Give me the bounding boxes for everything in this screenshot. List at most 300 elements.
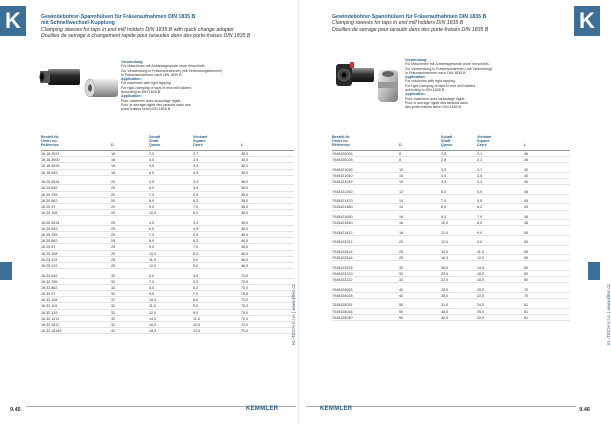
- cell-square: 7,0: [193, 245, 199, 250]
- desc-line: Pour le serrage rigide des tarauds dans des: [121, 102, 191, 107]
- desc-line: porte-fraises selon DIN 1835 B.: [121, 107, 172, 112]
- cell-d: 50: [399, 303, 404, 308]
- cell-order-no: 16.16.649: [41, 170, 58, 175]
- cell-order-no: 7045423220: [332, 271, 353, 276]
- cell-l: 48,0: [241, 251, 249, 256]
- cell-l: 38,0: [241, 152, 249, 156]
- cell-order-no: 16.25.862: [41, 239, 58, 244]
- cell-shaft: 10,0: [149, 298, 157, 303]
- desc-heading-en: Application:: [405, 75, 426, 80]
- cell-l: 70,0: [241, 292, 249, 297]
- cell-d: 32: [111, 279, 116, 284]
- cell-square: 3,0: [477, 173, 483, 178]
- cell-l: 70,0: [241, 273, 249, 278]
- cell-shaft: 7,0: [441, 199, 447, 204]
- cell-d: 25: [111, 245, 116, 250]
- cell-shaft: 4,0: [149, 158, 155, 163]
- cell-l: 48,0: [241, 239, 249, 244]
- cell-l: 81: [524, 309, 529, 314]
- cell-shaft: 16,0: [441, 256, 449, 261]
- title-english: Clamping sleeves for taps in end mill holders DIN 1835 B with quick change adapter: [41, 26, 234, 33]
- cell-square: 20,0: [477, 287, 485, 292]
- cell-shaft: 7,0: [149, 233, 155, 238]
- cell-l: 70,0: [241, 323, 249, 328]
- cell-l: 70,0: [241, 310, 249, 315]
- desc-line: des porte-fraises selon DIN 1835 B.: [405, 105, 462, 110]
- cell-l: 45: [524, 205, 529, 210]
- cell-l: 48,0: [241, 220, 249, 225]
- cell-shaft: 9,0: [149, 245, 155, 250]
- cell-square: 6,2: [477, 205, 483, 210]
- chapter-tab: [588, 262, 600, 280]
- table-row: [332, 220, 570, 226]
- cell-square: 3,4: [193, 220, 199, 225]
- cell-l: 81: [524, 303, 529, 308]
- cell-order-no: 7045425040: [332, 315, 353, 320]
- cell-l: 48,0: [241, 245, 249, 250]
- cell-l: 38,0: [241, 211, 249, 216]
- table-row: [332, 293, 570, 299]
- cell-l: 48: [524, 221, 529, 226]
- cell-d: 25: [399, 256, 404, 261]
- header-shaft: Schaft Shaft Queue: [149, 135, 161, 148]
- table-row: [41, 263, 294, 269]
- cell-square: 11,0: [477, 249, 484, 254]
- cell-order-no: 16.16.2537: [41, 152, 60, 156]
- cell-square: 14,5: [193, 329, 201, 334]
- table-body: [41, 151, 294, 334]
- cell-l: 70,0: [241, 279, 249, 284]
- page-title: [332, 14, 488, 33]
- cell-d: 20: [111, 211, 116, 216]
- cell-shaft: 22,0: [441, 278, 449, 283]
- cell-square: 6,2: [193, 198, 199, 203]
- table-header: [332, 135, 570, 151]
- cell-shaft: 36,0: [441, 309, 449, 314]
- product-description: [121, 60, 222, 112]
- header-l: L: [241, 143, 244, 147]
- title-french: Douilles de serrage à changement rapide pour taraudes dans des porte-fraises DIN 1835 B: [41, 32, 251, 39]
- desc-line: Für Maschinen mit Antriebsgewinde ohne Verschleiß.: [405, 62, 490, 67]
- cell-shaft: 6,0: [149, 226, 155, 231]
- cell-shaft: 2,8: [441, 158, 447, 163]
- quick-change-dark-drawing: [330, 60, 376, 90]
- cell-l: 56: [524, 249, 529, 254]
- cell-shaft: 9,0: [149, 292, 155, 297]
- cell-square: 8,0: [477, 221, 483, 226]
- desc-line: Für Maschinen mit Antriebsgewinde ohne Verschleiß.: [121, 64, 206, 69]
- cell-shaft: 25,0: [441, 287, 449, 292]
- cell-order-no: 7045421040: [332, 173, 353, 178]
- cell-square: 3,4: [193, 180, 199, 185]
- cell-d: 25: [111, 239, 116, 244]
- cell-d: 32: [111, 304, 116, 309]
- kemmler-logo: K: [574, 6, 600, 36]
- cell-square: 5,5: [193, 233, 199, 238]
- product-table: [332, 135, 570, 321]
- cell-shaft: 16,0: [149, 323, 157, 328]
- cell-l: 48,0: [241, 257, 249, 262]
- desc-line: according to DIN 1835 B.: [121, 90, 162, 95]
- cell-square: 5,5: [477, 199, 483, 204]
- cell-l: 81: [524, 315, 529, 320]
- side-company-text: KL-TECH s.r.o. | www.kltec.cz: [606, 284, 611, 345]
- brand-wordmark: KEMMLER: [320, 406, 353, 412]
- cell-l: 38,0: [241, 180, 249, 185]
- cell-shaft: 2,5: [441, 152, 447, 156]
- cell-d: 8: [399, 158, 402, 163]
- cell-l: 50: [524, 230, 529, 235]
- desc-line: For machines with rigid tapping.: [405, 79, 456, 84]
- sleeve-silver-drawing: [84, 76, 120, 100]
- desc-heading-fr: Application:: [405, 92, 426, 97]
- cell-square: 8,0: [193, 251, 199, 256]
- header-shaft: Schaft Shaft Queue: [441, 135, 453, 148]
- cell-order-no: 7045423218: [332, 265, 353, 270]
- cell-d: 40: [399, 287, 404, 292]
- cell-d: 10: [399, 180, 404, 185]
- cell-shaft: 4,5: [149, 180, 155, 185]
- cell-d: 20: [111, 204, 116, 209]
- cell-shaft: 8,0: [149, 285, 155, 290]
- cell-d: 32: [111, 298, 116, 303]
- page-title: [41, 14, 250, 39]
- cell-l: 70: [524, 287, 529, 292]
- cell-l: 36: [524, 152, 529, 156]
- cell-square: 2,1: [477, 158, 483, 163]
- page-number: 9.46: [579, 407, 590, 413]
- desc-line: Zur Verwendung in Fräseraufnahmen (mit Verbindungselement): [121, 68, 223, 73]
- cell-square: 2,1: [477, 152, 483, 156]
- cell-square: 9,0: [193, 263, 199, 268]
- cell-shaft: 9,0: [149, 204, 155, 209]
- cell-l: 70: [524, 293, 529, 298]
- table-row: [332, 239, 570, 245]
- cell-d: 32: [111, 316, 116, 321]
- cell-l: 36: [524, 158, 529, 163]
- left-page: [0, 0, 300, 424]
- cell-d: 20: [111, 198, 116, 203]
- quick-change-silver-drawing: [372, 68, 404, 104]
- title-german: Gewindebohrer-Spannhülsen für Fräseraufnahmen DIN 1835 B: [41, 14, 196, 20]
- cell-shaft: 7,0: [149, 279, 155, 284]
- header-order-no: Bestell-Nr. Order no. Référence: [332, 135, 351, 148]
- cell-d: 50: [399, 315, 404, 320]
- product-image-quick-change-silver: [372, 68, 404, 104]
- cell-square: 8,0: [193, 298, 199, 303]
- chapter-tab: [0, 262, 12, 280]
- cell-shaft: 11,0: [149, 257, 156, 262]
- cell-order-no: 16.20.755: [41, 192, 58, 197]
- cell-d: 14: [399, 199, 404, 204]
- cell-square: 9,0: [477, 230, 483, 235]
- cell-order-no: 7045421690: [332, 215, 353, 220]
- cell-square: 24,0: [477, 303, 485, 308]
- brand-wordmark: KEMMLER: [246, 406, 279, 412]
- cell-shaft: 14,0: [441, 249, 449, 254]
- right-page: [300, 0, 611, 424]
- table-row: [332, 157, 570, 163]
- cell-shaft: 6,0: [149, 170, 155, 175]
- desc-line: For rigid clamping of taps in end mill holders: [405, 83, 476, 88]
- cell-order-no: 16.25.4534: [41, 220, 60, 225]
- cell-shaft: 20,0: [441, 271, 449, 276]
- cell-d: 25: [399, 249, 404, 254]
- cell-order-no: 16.16.4000: [41, 158, 60, 163]
- cell-l: 38,0: [241, 192, 249, 197]
- cell-d: 20: [111, 180, 116, 185]
- cell-shaft: 31,0: [441, 303, 449, 308]
- cell-l: 48,0: [241, 233, 249, 238]
- cell-d: 20: [399, 240, 404, 245]
- cell-square: 4,9: [477, 189, 483, 194]
- cell-d: 16: [111, 158, 116, 163]
- cell-square: 12,0: [477, 256, 485, 261]
- cell-square: 7,0: [193, 204, 199, 209]
- cell-l: 56: [524, 256, 529, 261]
- cell-square: 18,0: [477, 278, 485, 283]
- cell-square: 3,0: [193, 158, 199, 163]
- table-row: [41, 210, 294, 216]
- cell-d: 20: [111, 192, 116, 197]
- cell-order-no: 16.20.108: [41, 211, 58, 216]
- product-table: [41, 135, 294, 334]
- cell-shaft: 12,0: [441, 240, 449, 245]
- cell-shaft: 18,0: [149, 329, 157, 334]
- cell-order-no: 7045421035: [332, 167, 353, 172]
- cell-order-no: 7045421260: [332, 189, 353, 194]
- cell-square: 12,0: [193, 323, 201, 328]
- sleeve-dark-drawing: [38, 66, 82, 88]
- page-number: 9.45: [10, 407, 21, 413]
- cell-square: 14,5: [477, 265, 485, 270]
- cell-l: 60: [524, 271, 529, 276]
- table-body: [332, 151, 570, 321]
- cell-d: 32: [399, 278, 404, 283]
- cell-order-no: 16.32.129: [41, 310, 58, 315]
- cell-order-no: 7045420028: [332, 158, 353, 163]
- cell-shaft: 40,0: [441, 315, 449, 320]
- cell-order-no: 16.32.1612: [41, 323, 60, 328]
- desc-line: For machines with rigid tapping.: [121, 81, 172, 86]
- header-d: D: [399, 143, 402, 147]
- header-l: L: [524, 143, 527, 147]
- cell-shaft: 6,0: [441, 189, 447, 194]
- cell-l: 60: [524, 278, 529, 283]
- cell-shaft: 4,5: [149, 164, 155, 169]
- cell-order-no: 16.25.755: [41, 233, 58, 238]
- cell-d: 32: [111, 273, 116, 278]
- cell-d: 50: [399, 309, 404, 314]
- cell-order-no: 16.32.108: [41, 298, 58, 303]
- cell-order-no: 7045425036: [332, 309, 353, 314]
- cell-shaft: 10,0: [441, 221, 449, 226]
- table-row: [332, 255, 570, 261]
- cell-square: 22,0: [477, 293, 485, 298]
- cell-shaft: 8,0: [149, 239, 155, 244]
- cell-shaft: 12,0: [149, 310, 157, 315]
- cell-square: 5,5: [193, 192, 199, 197]
- cell-l: 50: [524, 240, 529, 245]
- cell-shaft: 12,0: [441, 230, 449, 235]
- cell-order-no: 16.32.862: [41, 285, 58, 290]
- cell-shaft: 10,0: [149, 251, 157, 256]
- cell-l: 38,0: [241, 170, 249, 175]
- kemmler-logo: K: [0, 6, 26, 36]
- cell-l: 70,0: [241, 304, 249, 309]
- cell-d: 16: [399, 221, 404, 226]
- cell-square: 16,0: [477, 271, 485, 276]
- side-company-text: KL-TECH s.r.o. | www.kltec.cz: [291, 284, 296, 345]
- cell-d: 20: [111, 186, 116, 191]
- cell-d: 25: [111, 220, 116, 225]
- cell-d: 32: [111, 285, 116, 290]
- cell-d: 18: [399, 230, 404, 235]
- cell-shaft: 10,0: [149, 211, 157, 216]
- table-row: [332, 315, 570, 321]
- cell-d: 25: [111, 226, 116, 231]
- table-row: [332, 204, 570, 210]
- cell-square: 4,9: [193, 273, 199, 278]
- cell-d: 40: [399, 293, 404, 298]
- cell-order-no: 7045421045: [332, 180, 353, 185]
- cell-square: 4,9: [193, 186, 199, 191]
- cell-order-no: 16.25.97: [41, 245, 56, 250]
- cell-square: 4,9: [193, 226, 199, 231]
- product-image-quick-change-dark: [330, 60, 376, 90]
- cell-order-no: 16.32.1411: [41, 316, 60, 321]
- desc-line: according to DIN 1835 B.: [405, 88, 446, 93]
- cell-square: 29,0: [477, 309, 485, 314]
- cell-d: 32: [399, 271, 404, 276]
- table-header: [41, 135, 294, 151]
- cell-order-no: 16.25.649: [41, 226, 58, 231]
- cell-d: 14: [399, 205, 404, 210]
- cell-order-no: 16.32.97: [41, 292, 56, 297]
- cell-d: 10: [399, 167, 404, 172]
- cell-l: 70,0: [241, 298, 249, 303]
- product-description: [405, 58, 492, 110]
- cell-square: 11,0: [193, 316, 200, 321]
- cell-d: 16: [111, 170, 116, 175]
- title-french: Douilles de serrage pour tarauds dans des porte-fraises DIN 1835 B: [332, 26, 489, 33]
- cell-shaft: 2,5: [149, 152, 155, 156]
- cell-l: 48,0: [241, 226, 249, 231]
- cell-shaft: 4,5: [441, 180, 447, 185]
- cell-square: 5,5: [193, 279, 199, 284]
- cell-shaft: 8,0: [441, 205, 447, 210]
- desc-line: in Fräseraufnahmen nach DIN 1835 B.: [405, 70, 467, 75]
- cell-order-no: 16.32.18145: [41, 329, 62, 334]
- product-image-sleeve-silver: [84, 76, 120, 100]
- cell-order-no: 7045423222: [332, 278, 353, 283]
- cell-l: 40: [524, 180, 529, 185]
- cell-order-no: 7045422012: [332, 240, 353, 245]
- cell-square: 2,7: [477, 167, 483, 172]
- cell-l: 48,0: [241, 263, 249, 268]
- cell-shaft: 4,0: [441, 173, 447, 178]
- cell-order-no: 7045420025: [332, 152, 353, 156]
- cell-order-no: 7045422514: [332, 249, 353, 254]
- cell-d: 32: [111, 310, 116, 315]
- cell-square: 2,7: [193, 152, 199, 156]
- cell-order-no: 16.20.97: [41, 204, 56, 209]
- cell-order-no: 7045425031: [332, 303, 353, 308]
- header-order-no: Bestell-Nr. Order no. Référence: [41, 135, 60, 148]
- cell-order-no: 16.20.862: [41, 198, 58, 203]
- desc-line: Pour machines avec taraudage rigide.: [405, 96, 466, 101]
- desc-line: For rigid clamping of taps in end mill holders: [121, 85, 192, 90]
- cell-order-no: 7045424025: [332, 287, 353, 292]
- cell-shaft: 18,0: [441, 265, 449, 270]
- cell-square: 6,2: [193, 285, 199, 290]
- cell-l: 40: [524, 173, 529, 178]
- table-row: [332, 230, 570, 236]
- cell-order-no: 7045421470: [332, 199, 353, 204]
- cell-square: 7,0: [193, 292, 199, 297]
- cell-shaft: 6,0: [149, 186, 155, 191]
- cell-d: 32: [111, 292, 116, 297]
- cell-l: 38,0: [241, 186, 249, 191]
- cell-shaft: 28,0: [441, 293, 449, 298]
- cell-l: 38,0: [241, 204, 249, 209]
- cell-square: 7,0: [477, 215, 483, 220]
- cell-shaft: 9,0: [441, 215, 447, 220]
- table-row: [41, 170, 294, 176]
- cell-shaft: 7,0: [149, 192, 155, 197]
- desc-line: Pour machines avec taraudage rigide.: [121, 98, 182, 103]
- cell-d: 16: [111, 164, 116, 169]
- cell-square: 3,4: [193, 164, 199, 169]
- cell-d: 10: [399, 173, 404, 178]
- cell-d: 25: [111, 257, 116, 262]
- cell-d: 8: [399, 152, 402, 156]
- cell-l: 38,0: [241, 158, 249, 163]
- cell-l: 38,0: [241, 198, 249, 203]
- cell-order-no: 16.32.755: [41, 279, 58, 284]
- cell-square: 9,0: [193, 310, 199, 315]
- cell-l: 45: [524, 189, 529, 194]
- cell-l: 70,0: [241, 285, 249, 290]
- cell-shaft: 6,0: [149, 273, 155, 278]
- title-english: Clamping sleeves for taps in end mill holders DIN 1835 B: [332, 20, 464, 27]
- cell-shaft: 3,5: [441, 167, 447, 172]
- table-row: [332, 179, 570, 185]
- cell-l: 45: [524, 199, 529, 204]
- cell-square: 32,0: [477, 315, 485, 320]
- cell-shaft: 14,0: [149, 316, 157, 321]
- cell-d: 25: [111, 233, 116, 238]
- cell-l: 40: [524, 167, 529, 172]
- title-german-sub: mit Schnellwechsel-Kupplung: [41, 20, 115, 27]
- desc-line: Pour le serrage rigide des tarauds dans: [405, 100, 468, 105]
- desc-heading-en: Application:: [121, 77, 142, 82]
- cell-order-no: 16.25.129: [41, 263, 58, 268]
- cell-order-no: 16.20.4534: [41, 180, 60, 185]
- cell-order-no: 16.20.649: [41, 186, 58, 191]
- cell-square: 9,0: [477, 240, 483, 245]
- cell-square: 9,0: [193, 304, 199, 309]
- cell-square: 8,0: [193, 211, 199, 216]
- desc-line: Zur Verwendung in Fräseraufnahmen (mit Verbindung): [405, 66, 492, 71]
- cell-order-no: 16.32.119: [41, 304, 58, 309]
- desc-heading-de: Verwendung:: [121, 60, 144, 64]
- cell-order-no: 16.25.108: [41, 251, 58, 256]
- cell-order-no: 16.16.4534: [41, 164, 60, 169]
- product-image-sleeve-dark: [38, 66, 82, 88]
- cell-order-no: 7045422516: [332, 256, 353, 261]
- cell-shaft: 4,5: [149, 220, 155, 225]
